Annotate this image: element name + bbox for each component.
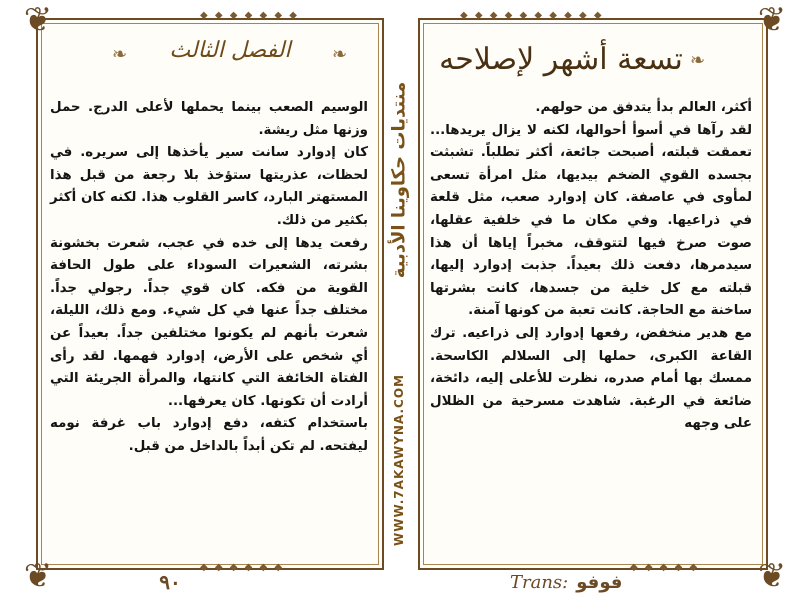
corner-ornament-icon: ❦ bbox=[23, 0, 53, 40]
corner-ornament-icon: ❦ bbox=[757, 0, 787, 40]
translator-label: Trans: bbox=[510, 572, 569, 593]
paragraph: لقد رآها في أسوأ أحوالها، لكنه لا يزال يريدها... تعمقت قبلته، أصبحت جائعة، أكثر تطلباً. تشبثت بجسده القوي الضخم بيديها، مثل امرأة تسعى لمأوى في عاصفة. كان إدوارد صعب، مثل قلعة في ذراعيها. وفي مكان ما في خلفية عقلها، صوت صرخ فيها لتتوقف، مخبراً إياها أن هذا سيدمرها، دفعت ذلك بعيداً. جذبت إدوارد إليها، قبلته مع كل خلية من جسدها، كانت بشرتها ساخنة مع الحاجة. كانت تعبة من كونها آمنة. bbox=[430, 122, 752, 319]
paragraph: رفعت يدها إلى خده في عجب، شعرت بخشونة بشرته، الشعيرات السوداء على طول الحافة القوية من فكه. كان قوي جداً. رجولي جداً. مختلف جداً عنها في كل شيء. ومع ذلك، الليلة، شعرت بأنهم لم يكونوا مختلفين جداً. بعيداً عن أي شخص على الأرض، إدوارد فهمها. لقد رأى الفتاة الخائفة التي كانتها، والمرأة الجريئة التي أرادت أن تكونها. كان يعرفها... bbox=[50, 235, 368, 409]
website-url: WWW.7AKAWYNA.COM bbox=[392, 374, 406, 546]
spine bbox=[384, 20, 414, 560]
chain-ornament-icon: ◆ ◆ ◆ ◆ ◆ ◆ ◆ ◆ ◆ ◆ bbox=[460, 10, 604, 21]
chapter-title-text: الفصل الثالث bbox=[169, 38, 291, 63]
paragraph: باستخدام كتفه، دفع إدوارد باب غرفة نومه ليفتحه. لم تكن أبداً بالداخل من قبل. bbox=[50, 416, 368, 454]
right-page-text bbox=[430, 97, 752, 549]
paragraph: الوسيم الصعب بينما يحملها لأعلى الدرج. حمل وزنها مثل ريشة. bbox=[50, 100, 368, 138]
corner-ornament-icon: ❦ bbox=[23, 556, 53, 596]
book-title bbox=[436, 42, 686, 78]
translator-name: فوفو bbox=[576, 572, 623, 593]
chapter-title bbox=[130, 38, 330, 72]
chain-ornament-icon: ◆ ◆ ◆ ◆ ◆ ◆ ◆ bbox=[200, 10, 299, 21]
paragraph: مع هدير منخفض، رفعها إدوارد إلى ذراعيه. ترك القاعة الكبرى، حملها إلى السلالم الكاسحة. ممسك بها أمام صدره، نظرت للأعلى إليه، دائخة، ضائعة في الرغبة. شاهدت مسرحية من الظلال على وجهه bbox=[430, 325, 752, 432]
flourish-icon: ❧ bbox=[690, 50, 706, 71]
paragraph: أكثر، العالم بدأ يتدفق من حولهم. bbox=[535, 100, 752, 115]
corner-ornament-icon: ❦ bbox=[757, 556, 787, 596]
flourish-icon: ❧ bbox=[112, 44, 128, 65]
book-title-text: تسعة أشهر لإصلاحه bbox=[439, 42, 683, 77]
flourish-icon: ❧ bbox=[332, 44, 348, 65]
left-page-text bbox=[50, 97, 368, 549]
forum-name: منتديات حكاوينا الأدبية bbox=[388, 81, 410, 279]
page-number: ٩٠ bbox=[159, 570, 181, 594]
chain-ornament-icon: ◆ ◆ ◆ ◆ ◆ bbox=[630, 562, 700, 573]
paragraph: كان إدوارد سانت سير يأخذها إلى سريره. في لحظات، عذريتها ستؤخذ بلا رجعة من قبل هذا المستهتر البارد، كاسر القلوب هذا. لكنه كان أكثر بكثير من ذلك. bbox=[50, 145, 368, 228]
translator-credit bbox=[510, 570, 622, 596]
chain-ornament-icon: ◆ ◆ ◆ ◆ ◆ ◆ bbox=[200, 562, 285, 573]
